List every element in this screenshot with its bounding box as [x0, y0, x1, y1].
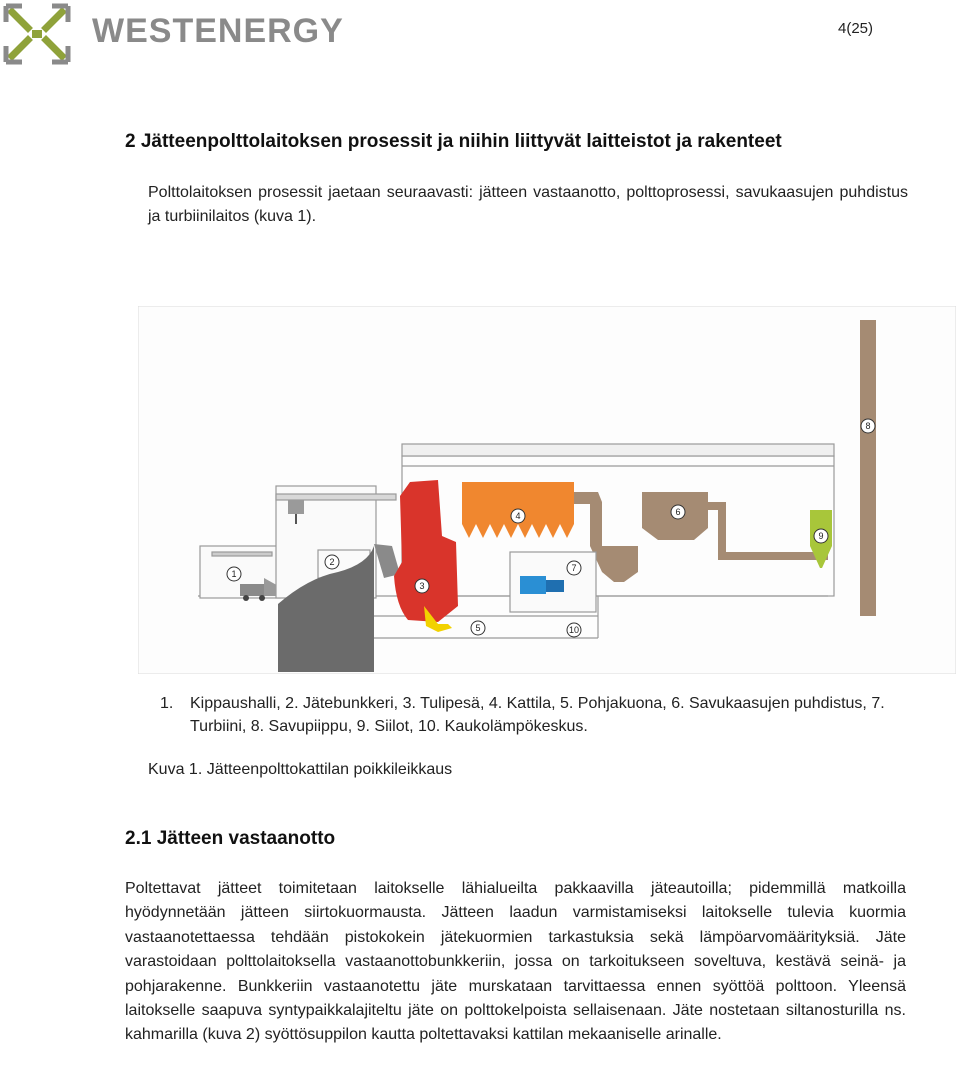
marker-3: 3 — [419, 581, 425, 591]
generator-icon — [546, 580, 564, 592]
marker-2: 2 — [329, 557, 335, 567]
marker-7: 7 — [571, 563, 577, 573]
logo-wordmark: WESTENERGY — [92, 12, 344, 50]
marker-9: 9 — [818, 531, 824, 541]
marker-1: 1 — [231, 569, 237, 579]
chimney — [860, 320, 876, 616]
page-number: 4(25) — [838, 20, 874, 37]
marker-6: 6 — [675, 507, 681, 517]
figure-legend — [160, 692, 900, 738]
body-paragraph — [125, 877, 906, 1048]
intro-paragraph — [148, 181, 908, 229]
legend-text: Kippaushalli, 2. Jätebunkkeri, 3. Tulipesä, 4. Kattila, 5. Pohjakuona, 6. Savukaasujen puhdistus, 7. Turbiini, 8. Savupiippu, 9. Siilot, 10. Kaukolämpökeskus. — [190, 695, 885, 735]
intro-text: Polttolaitoksen prosessit jaetaan seuraavasti: jätteen vastaanotto, polttoprosessi, savukaasujen puhdistus ja turbiinilaitos (kuva 1). — [148, 184, 908, 225]
legend-number: 1. — [160, 695, 174, 712]
section-heading: 2 Jätteenpolttolaitoksen prosessit ja niihin liittyvät laitteistot ja rakenteet — [125, 131, 782, 152]
marker-8: 8 — [865, 421, 871, 431]
figure-caption: Kuva 1. Jätteenpolttokattilan poikkileikkaus — [148, 761, 453, 778]
marker-5: 5 — [475, 623, 481, 633]
body-text: Poltettavat jätteet toimitetaan laitokselle lähialueilta pakkaavilla jäteautoilla; pidemmillä matkoilla hyödynnetään jätteen siirtokuormausta. Jätteen laadun varmistamiseksi laitokselle tulevia kuormia vastaanotettaessa tehdään pistokokein jätekuormien tarkastuksia sekä lämpöarvomäärityksiä. Jäte varastoidaan polttolaitoksella vastaanottobunkkeriin, jossa on tarkoitukseen soveltuva, kestävä seinä- ja pohjarakenne. Bunkkeriin vastaanotettu jäte murskataan tarvittaessa ennen syöttöä polttoon. Yleensä laitokselle saapuva syntypaikkalajiteltu jäte on polttokelpoista sellaisenaan. Jäte nostetaan siltanosturilla ns. kahmarilla (kuva 2) syöttösuppilon kautta poltettavaksi kattilan mekaaniselle arinalle. — [125, 880, 906, 1044]
westenergy-logo-mark — [2, 2, 72, 66]
turbine-icon — [520, 576, 546, 594]
subsection-heading: 2.1 Jätteen vastaanotto — [125, 828, 336, 849]
marker-4: 4 — [515, 511, 521, 521]
plant-cross-section-diagram — [138, 306, 956, 674]
marker-10: 10 — [568, 625, 580, 635]
